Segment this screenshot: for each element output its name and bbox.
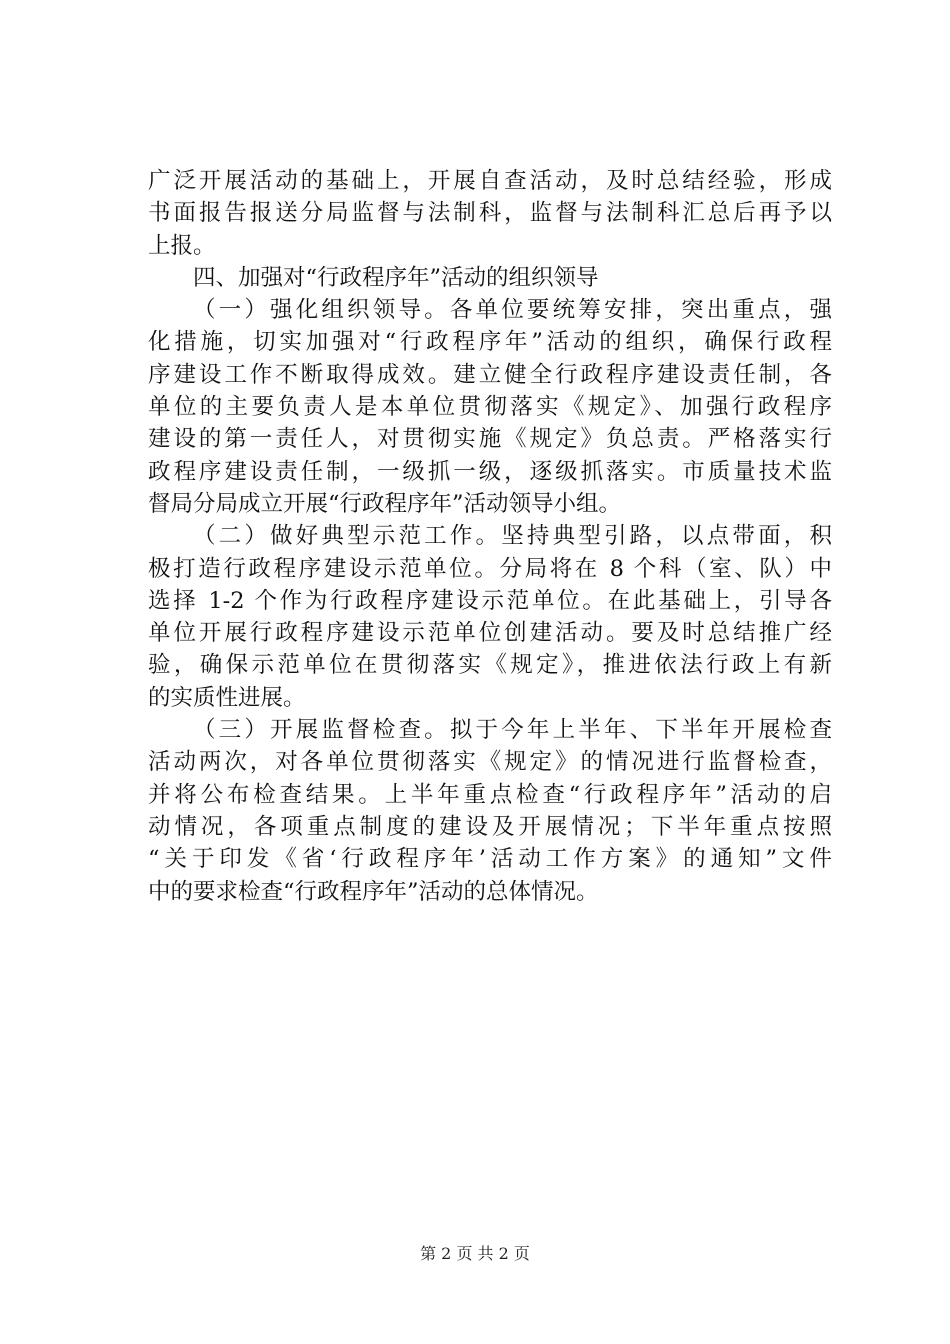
text-line: 选择 1-2 个作为行政程序建设示范单位。在此基础上，引导各 xyxy=(148,587,832,614)
page-footer: 第 2 页 共 2 页 xyxy=(420,1244,530,1263)
text-line: 化措施，切实加强对“行政程序年”活动的组织，确保行政程 xyxy=(148,329,832,356)
text-line: 极打造行政程序建设示范单位。分局将在 8 个科（室、队）中 xyxy=(148,555,832,582)
text-line: 单位的主要负责人是本单位贯彻落实《规定》、加强行政程序 xyxy=(148,394,832,421)
text-line: 政程序建设责任制，一级抓一级，逐级抓落实。市质量技术监 xyxy=(148,458,832,485)
text-line: 活动两次，对各单位贯彻落实《规定》的情况进行监督检查， xyxy=(148,749,832,776)
text-line: 单位开展行政程序建设示范单位创建活动。要及时总结推广经 xyxy=(148,620,832,647)
text-line: “关于印发《省‘行政程序年’活动工作方案》的通知”文件 xyxy=(148,846,832,873)
text-line: 督局分局成立开展“行政程序年”活动领导小组。 xyxy=(148,490,622,517)
text-line: 的实质性进展。 xyxy=(148,684,306,711)
text-line: （一）强化组织领导。各单位要统筹安排，突出重点，强 xyxy=(193,297,832,324)
text-line: 四、加强对“行政程序年”活动的组织领导 xyxy=(193,264,599,291)
text-line: 中的要求检查“行政程序年”活动的总体情况。 xyxy=(148,878,599,905)
text-line: （二）做好典型示范工作。坚持典型引路，以点带面，积 xyxy=(193,523,832,550)
text-line: 验，确保示范单位在贯彻落实《规定》，推进依法行政上有新 xyxy=(148,652,832,679)
text-line: 并将公布检查结果。上半年重点检查“行政程序年”活动的启 xyxy=(148,781,832,808)
text-line: 建设的第一责任人，对贯彻实施《规定》负总责。严格落实行 xyxy=(148,426,832,453)
text-line: 广泛开展活动的基础上，开展自查活动，及时总结经验，形成 xyxy=(148,168,832,194)
text-line: （三）开展监督检查。拟于今年上半年、下半年开展检查 xyxy=(193,717,832,744)
text-line: 动情况，各项重点制度的建设及开展情况；下半年重点按照 xyxy=(148,813,832,840)
text-line: 序建设工作不断取得成效。建立健全行政程序建设责任制，各 xyxy=(148,361,832,388)
text-line: 书面报告报送分局监督与法制科，监督与法制科汇总后再予以 xyxy=(148,200,832,227)
document-body xyxy=(148,165,832,908)
text-line: 上报。 xyxy=(148,232,216,259)
